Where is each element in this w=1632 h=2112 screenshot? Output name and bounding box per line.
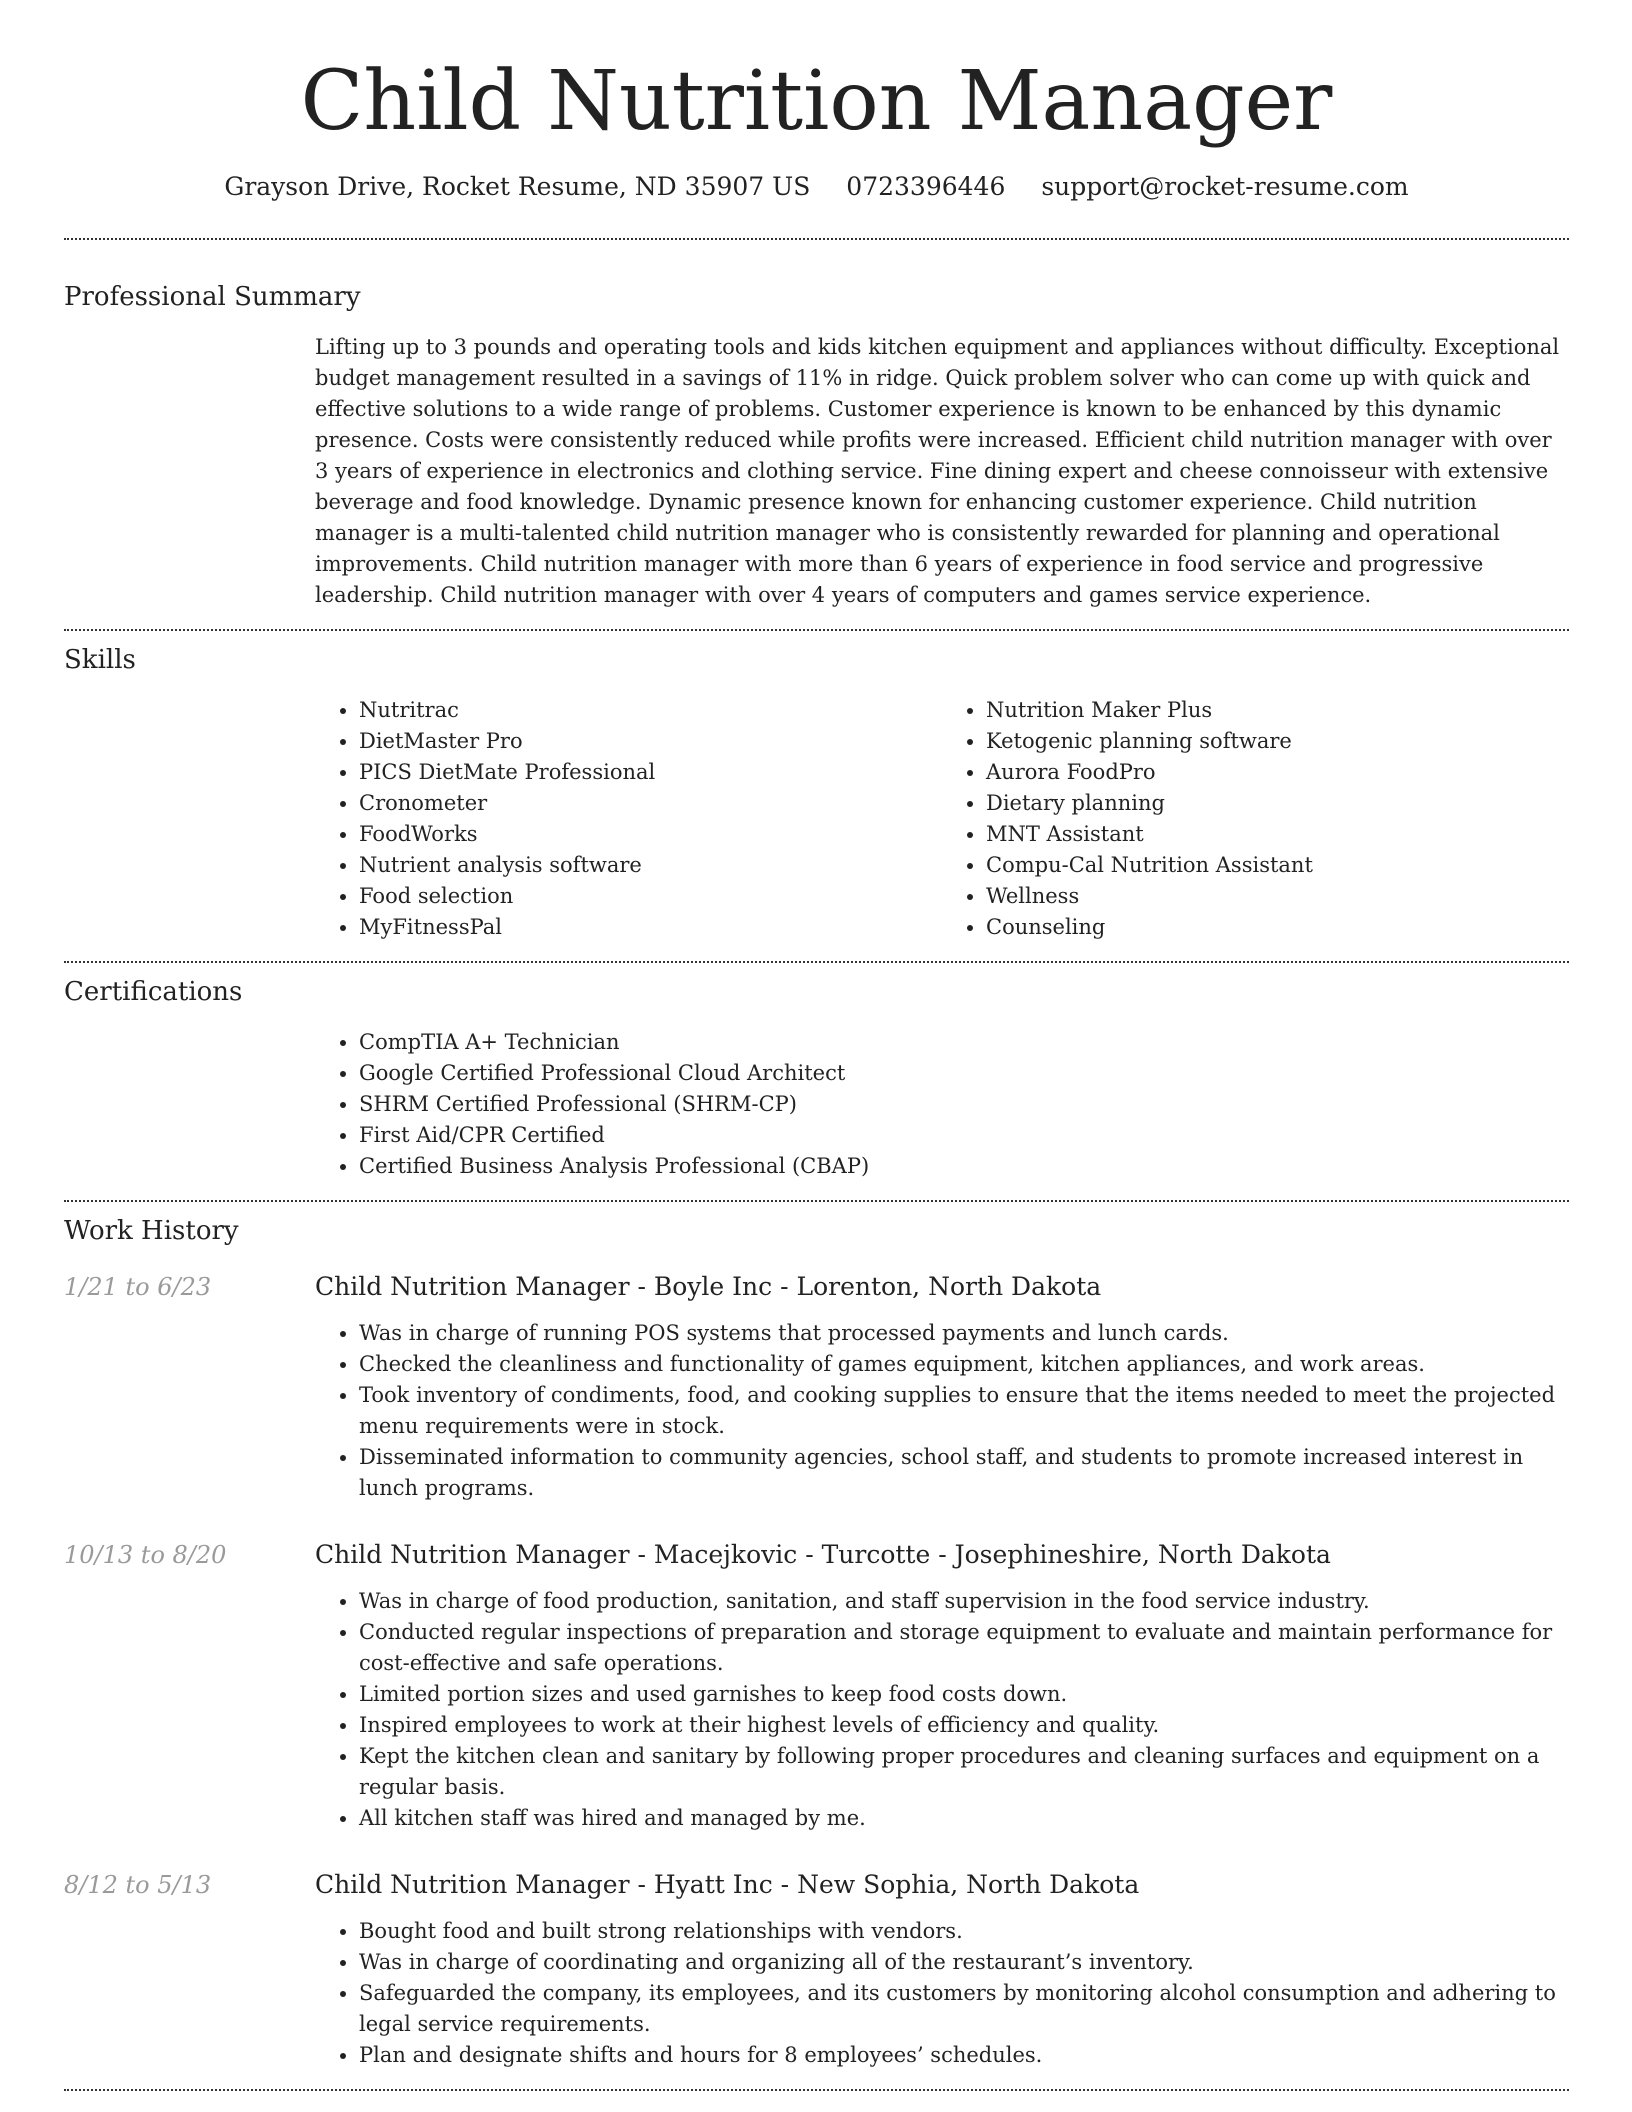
skill-item: • FoodWorks [359, 819, 942, 850]
skill-item: • Nutrient analysis software [359, 850, 942, 881]
certification-item: • SHRM Certified Professional (SHRM-CP) [359, 1089, 1569, 1120]
job-dates: 8/12 to 5/13 [64, 1871, 212, 1899]
certifications-section [64, 975, 1569, 1182]
certification-item: • First Aid/CPR Certified [359, 1120, 1569, 1151]
summary-text: Lifting up to 3 pounds and operating tools and kids kitchen equipment and appliances without difficulty. Exceptional budget management resulted in a savings of 11% in ridge. Quick problem solver who can come up with quick and effective solutions to a wide range of problems. Customer experience is known to be enhanced by this dynamic presence. Costs were consistently reduced while profits were increased. Efficient child nutrition manager with over 3 years of experience in electronics and clothing service. Fine dining expert and cheese connoisseur with extensive beverage and food knowledge. Dynamic presence known for enhancing customer experience. Child nutrition manager is a multi-talented child nutrition manager who is consistently rewarded for planning and operational improvements. Child nutrition manager with more than 6 years of experience in food service and progressive leadership. Child nutrition manager with over 4 years of computers and games service experience. [315, 335, 1560, 607]
job-bullet: • Took inventory of condiments, food, and cooking supplies to ensure that the items needed to meet the projected menu requirements were in stock. [359, 1380, 1569, 1442]
skill-item: • Food selection [359, 881, 942, 912]
section-divider [64, 2089, 1569, 2091]
job-entry [64, 1270, 1569, 1504]
job-bullet: • Was in charge of running POS systems that processed payments and lunch cards. [359, 1318, 1569, 1349]
job-entry [64, 1538, 1569, 1834]
skill-item: • Dietary planning [986, 788, 1569, 819]
skill-item: • MNT Assistant [986, 819, 1569, 850]
job-bullet: • Was in charge of food production, sanitation, and staff supervision in the food service industry. [359, 1586, 1569, 1617]
contact-phone: 0723396446 [846, 172, 1006, 201]
job-bullet: • All kitchen staff was hired and managed by me. [359, 1803, 1569, 1834]
skill-item: • PICS DietMate Professional [359, 757, 942, 788]
job-entry [64, 1868, 1569, 2071]
job-bullet: • Plan and designate shifts and hours for 8 employees’ schedules. [359, 2040, 1569, 2071]
contact-address: Grayson Drive, Rocket Resume, ND 35907 US [224, 172, 811, 201]
certifications-heading: Certifications [64, 977, 243, 1007]
page-title: Child Nutrition Manager [300, 54, 1333, 149]
section-divider [64, 1200, 1569, 1202]
job-bullet: • Bought food and built strong relationships with vendors. [359, 1916, 1569, 1947]
section-divider [64, 629, 1569, 631]
summary-heading: Professional Summary [64, 282, 361, 312]
skill-item: • Nutritrac [359, 695, 942, 726]
skill-item: • MyFitnessPal [359, 912, 942, 943]
skill-item: • DietMaster Pro [359, 726, 942, 757]
work-history-heading: Work History [64, 1216, 239, 1246]
contact-email[interactable]: support@rocket-resume.com [1041, 172, 1409, 201]
job-title: Child Nutrition Manager - Hyatt Inc - New Sophia, North Dakota [315, 1870, 1140, 1899]
job-title: Child Nutrition Manager - Macejkovic - Turcotte - Josephineshire, North Dakota [315, 1540, 1331, 1569]
job-bullet: • Checked the cleanliness and functionality of games equipment, kitchen appliances, and work areas. [359, 1349, 1569, 1380]
skill-item: • Wellness [986, 881, 1569, 912]
job-bullet: • Safeguarded the company, its employees, and its customers by monitoring alcohol consumption and adhering to legal service requirements. [359, 1978, 1569, 2040]
skill-item: • Cronometer [359, 788, 942, 819]
skill-item: • Counseling [986, 912, 1569, 943]
certification-item: • Certified Business Analysis Professional (CBAP) [359, 1151, 1569, 1182]
job-bullet: • Conducted regular inspections of preparation and storage equipment to evaluate and maintain performance for cost-effective and safe operations. [359, 1617, 1569, 1679]
summary-section [64, 280, 1569, 611]
work-history-section [64, 1214, 1569, 2071]
job-dates: 1/21 to 6/23 [64, 1273, 212, 1301]
job-bullet: • Disseminated information to community agencies, school staff, and students to promote increased interest in lunch programs. [359, 1442, 1569, 1504]
job-bullets [315, 1318, 1569, 1504]
skills-section [64, 643, 1569, 943]
certifications-list [315, 1027, 1569, 1182]
section-divider [64, 238, 1569, 240]
certification-item: • CompTIA A+ Technician [359, 1027, 1569, 1058]
skills-list-right [942, 695, 1569, 943]
job-dates: 10/13 to 8/20 [64, 1541, 227, 1569]
job-bullet: • Kept the kitchen clean and sanitary by following proper procedures and cleaning surfaces and equipment on a regular basis. [359, 1741, 1569, 1803]
contact-line [64, 170, 1569, 204]
job-bullet: • Limited portion sizes and used garnishes to keep food costs down. [359, 1679, 1569, 1710]
job-bullets [315, 1586, 1569, 1834]
skills-heading: Skills [64, 645, 136, 675]
job-bullets [315, 1916, 1569, 2071]
job-bullet: • Inspired employees to work at their highest levels of efficiency and quality. [359, 1710, 1569, 1741]
skills-list-left [315, 695, 942, 943]
skill-item: • Aurora FoodPro [986, 757, 1569, 788]
resume-page [64, 0, 1569, 2091]
skill-item: • Ketogenic planning software [986, 726, 1569, 757]
skill-item: • Compu-Cal Nutrition Assistant [986, 850, 1569, 881]
job-title: Child Nutrition Manager - Boyle Inc - Lorenton, North Dakota [315, 1272, 1102, 1301]
section-divider [64, 961, 1569, 963]
job-bullet: • Was in charge of coordinating and organizing all of the restaurant’s inventory. [359, 1947, 1569, 1978]
certification-item: • Google Certified Professional Cloud Architect [359, 1058, 1569, 1089]
skill-item: • Nutrition Maker Plus [986, 695, 1569, 726]
